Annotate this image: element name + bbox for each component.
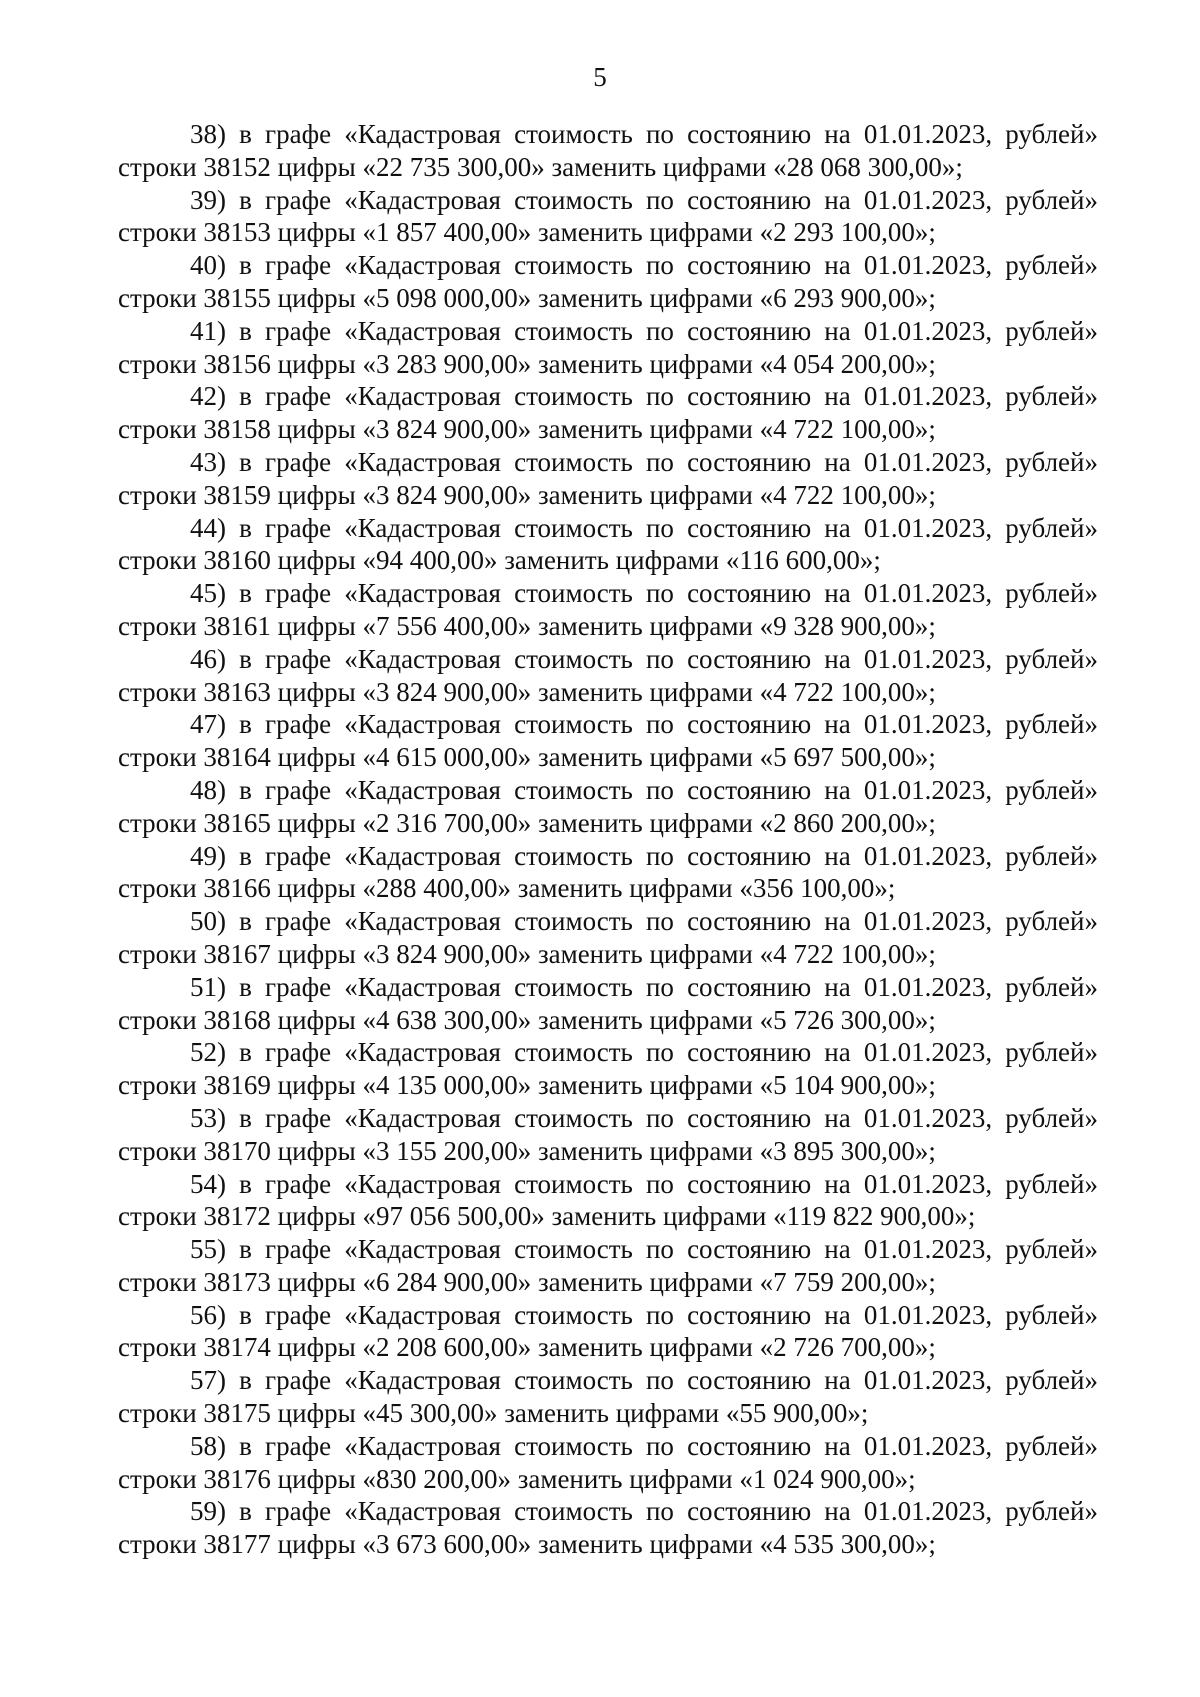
amendment-item [118,1430,1098,1496]
amendment-line-1: 50) в графе «Кадастровая стоимость по состоянию на 01.01.2023, рублей» [190,906,1098,937]
amendment-item [118,774,1098,840]
amendment-line-2: строки 38156 цифры «3 283 900,00» заменить цифрами «4 054 200,00»; [118,348,936,379]
amendment-line-1: 59) в графе «Кадастровая стоимость по состоянию на 01.01.2023, рублей» [190,1496,1098,1527]
amendment-line-2: строки 38174 цифры «2 208 600,00» заменить цифрами «2 726 700,00»; [118,1332,936,1363]
amendment-line-2: строки 38176 цифры «830 200,00» заменить цифрами «1 024 900,00»; [118,1463,916,1494]
amendment-line-2: строки 38161 цифры «7 556 400,00» заменить цифрами «9 328 900,00»; [118,610,936,641]
amendment-item [118,840,1098,906]
amendment-line-2: строки 38155 цифры «5 098 000,00» заменить цифрами «6 293 900,00»; [118,282,936,313]
amendment-line-2: строки 38163 цифры «3 824 900,00» заменить цифрами «4 722 100,00»; [118,676,936,707]
amendment-line-1: 53) в графе «Кадастровая стоимость по состоянию на 01.01.2023, рублей» [190,1102,1098,1133]
amendment-item [118,1299,1098,1365]
amendment-line-2: строки 38152 цифры «22 735 300,00» заменить цифрами «28 068 300,00»; [118,151,963,182]
amendment-line-2: строки 38175 цифры «45 300,00» заменить цифрами «55 900,00»; [118,1398,869,1429]
amendment-line-1: 58) в графе «Кадастровая стоимость по состоянию на 01.01.2023, рублей» [190,1430,1098,1461]
amendment-line-2: строки 38167 цифры «3 824 900,00» заменить цифрами «4 722 100,00»; [118,938,936,969]
amendment-item [118,1495,1098,1561]
amendment-item [118,512,1098,578]
amendment-line-2: строки 38173 цифры «6 284 900,00» заменить цифрами «7 759 200,00»; [118,1266,936,1297]
amendment-line-1: 45) в графе «Кадастровая стоимость по состоянию на 01.01.2023, рублей» [190,578,1098,609]
amendment-line-2: строки 38164 цифры «4 615 000,00» заменить цифрами «5 697 500,00»; [118,742,936,773]
amendment-line-1: 47) в графе «Кадастровая стоимость по состоянию на 01.01.2023, рублей» [190,709,1098,740]
amendment-line-1: 46) в графе «Кадастровая стоимость по состоянию на 01.01.2023, рублей» [190,643,1098,674]
amendment-line-1: 49) в графе «Кадастровая стоимость по состоянию на 01.01.2023, рублей» [190,840,1098,871]
amendment-item [118,1036,1098,1102]
amendment-line-1: 39) в графе «Кадастровая стоимость по состоянию на 01.01.2023, рублей» [190,184,1098,215]
amendment-line-2: строки 38160 цифры «94 400,00» заменить цифрами «116 600,00»; [118,545,881,576]
amendment-line-1: 44) в графе «Кадастровая стоимость по состоянию на 01.01.2023, рублей» [190,512,1098,543]
amendment-line-1: 48) в графе «Кадастровая стоимость по состоянию на 01.01.2023, рублей» [190,774,1098,805]
amendment-line-1: 51) в графе «Кадастровая стоимость по состоянию на 01.01.2023, рублей» [190,971,1098,1002]
amendment-item [118,315,1098,381]
amendment-line-2: строки 38168 цифры «4 638 300,00» заменить цифрами «5 726 300,00»; [118,1004,936,1035]
amendment-line-1: 55) в графе «Кадастровая стоимость по состоянию на 01.01.2023, рублей» [190,1234,1098,1265]
amendment-line-2: строки 38170 цифры «3 155 200,00» заменить цифрами «3 895 300,00»; [118,1135,936,1166]
amendment-line-2: строки 38172 цифры «97 056 500,00» заменить цифрами «119 822 900,00»; [118,1201,976,1232]
amendment-item [118,1102,1098,1168]
amendment-item [118,446,1098,512]
amendment-item [118,380,1098,446]
amendment-line-2: строки 38169 цифры «4 135 000,00» заменить цифрами «5 104 900,00»; [118,1070,936,1101]
amendment-item [118,118,1098,184]
amendment-line-2: строки 38177 цифры «3 673 600,00» заменить цифрами «4 535 300,00»; [118,1529,936,1560]
amendment-item [118,905,1098,971]
amendment-line-1: 42) в графе «Кадастровая стоимость по состоянию на 01.01.2023, рублей» [190,381,1098,412]
amendment-line-1: 40) в графе «Кадастровая стоимость по состоянию на 01.01.2023, рублей» [190,250,1098,281]
amendment-item [118,1233,1098,1299]
amendment-line-1: 56) в графе «Кадастровая стоимость по состоянию на 01.01.2023, рублей» [190,1299,1098,1330]
amendment-line-1: 54) в графе «Кадастровая стоимость по состоянию на 01.01.2023, рублей» [190,1168,1098,1199]
amendment-item [118,577,1098,643]
amendment-item [118,708,1098,774]
amendment-item [118,249,1098,315]
amendment-line-1: 52) в графе «Кадастровая стоимость по состоянию на 01.01.2023, рублей» [190,1037,1098,1068]
amendment-item [118,184,1098,250]
amendment-line-2: строки 38165 цифры «2 316 700,00» заменить цифрами «2 860 200,00»; [118,807,936,838]
amendment-item [118,971,1098,1037]
amendment-line-2: строки 38158 цифры «3 824 900,00» заменить цифрами «4 722 100,00»; [118,414,936,445]
amendment-line-2: строки 38153 цифры «1 857 400,00» заменить цифрами «2 293 100,00»; [118,217,936,248]
amendment-line-1: 38) в графе «Кадастровая стоимость по состоянию на 01.01.2023, рублей» [190,119,1098,149]
amendment-line-1: 57) в графе «Кадастровая стоимость по состоянию на 01.01.2023, рублей» [190,1365,1098,1396]
amendment-line-2: строки 38159 цифры «3 824 900,00» заменить цифрами «4 722 100,00»; [118,479,936,510]
amendment-item [118,643,1098,709]
amendment-item [118,1168,1098,1234]
amendment-item [118,1364,1098,1430]
amendment-line-1: 41) в графе «Кадастровая стоимость по состоянию на 01.01.2023, рублей» [190,315,1098,346]
amendment-line-1: 43) в графе «Кадастровая стоимость по состоянию на 01.01.2023, рублей» [190,446,1098,477]
document-body [118,118,1098,1561]
page-number: 5 [593,62,607,92]
amendment-line-2: строки 38166 цифры «288 400,00» заменить цифрами «356 100,00»; [118,873,896,904]
